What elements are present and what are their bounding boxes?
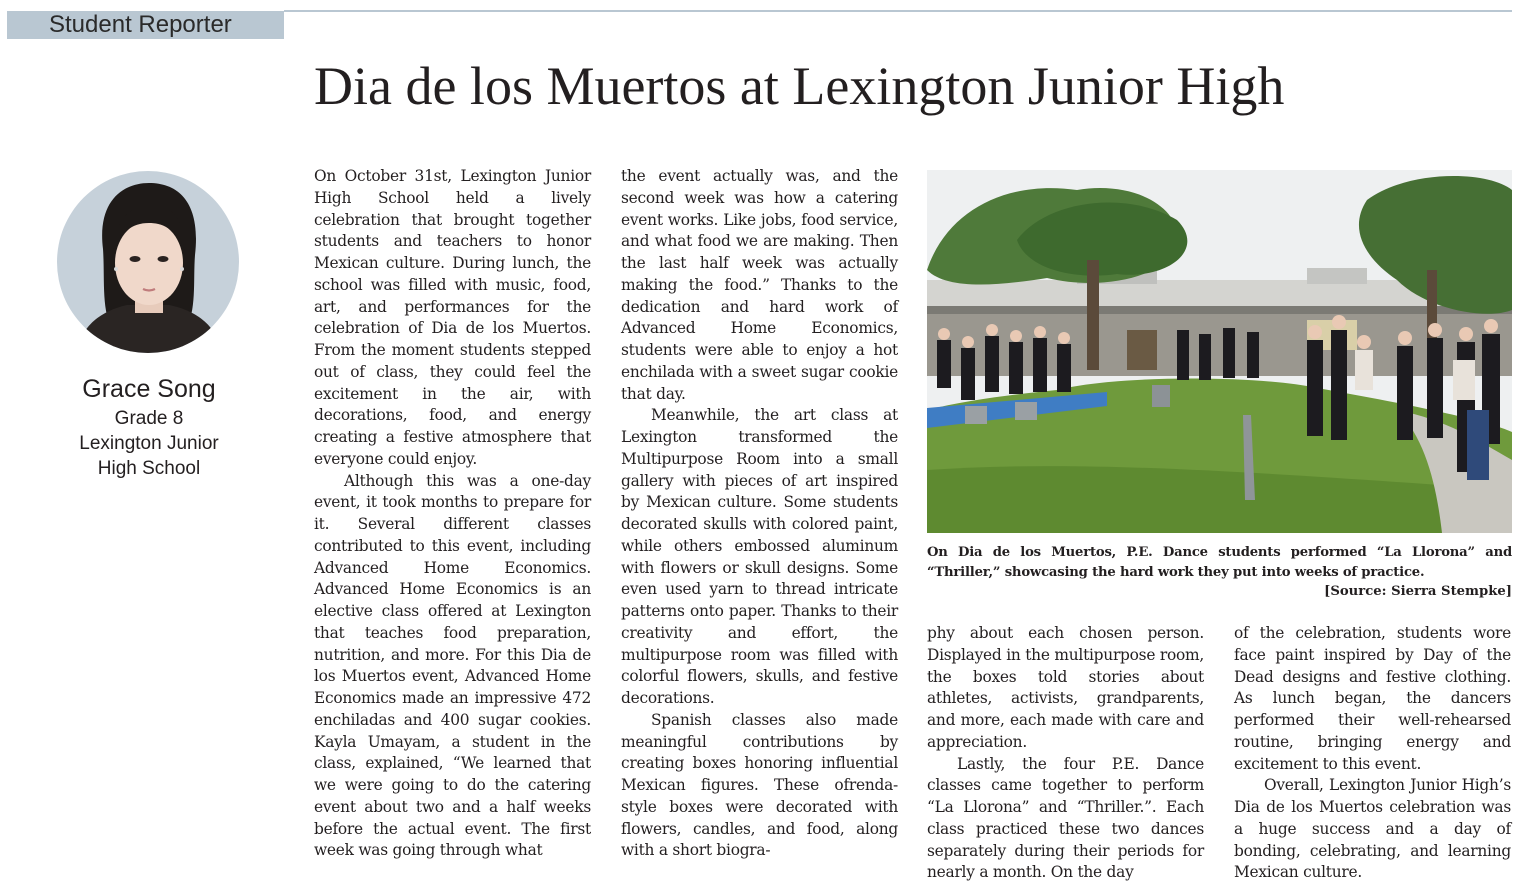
event-photo [927, 170, 1512, 533]
author-photo [57, 171, 239, 353]
headline: Dia de los Muertos at Lexington Junior High [314, 56, 1285, 116]
header-rule [284, 10, 1512, 12]
article-paragraph: Although this was a one-day event, it took months to prepare for it. Several different classes contributed to this event, including Advanced Home Economics. Advanced Home Economics is an elective class offered at Lexington that teaches food preparation, nutrition, and more. For this Dia de los Muertos event, Advanced Home Economics made an impressive 472 enchiladas and 400 sugar cookies. Kayla Umayam, a student in the class, explained, “We learned that we were going to do the catering event about two and a half weeks before the actual event. The first week was going through what [314, 471, 591, 860]
author-info [30, 372, 268, 481]
article-paragraph: Meanwhile, the art class at Lexington transformed the Multipurpose Room into a small gallery with pieces of art inspired by Mexican culture. Some students decorated skulls with colored paint, while others embossed aluminum with flowers or skull designs. Some even used yarn to thread intricate patterns onto paper. Thanks to their creativity and effort, the multipurpose room was filled with colorful flowers, skulls, and festive decorations. [621, 406, 898, 707]
article-column-3 [927, 623, 1204, 884]
author-grade: Grade 8 [114, 408, 184, 429]
article-column-4 [1234, 623, 1511, 884]
article-paragraph: of the celebration, students wore face paint inspired by Day of the Dead designs and festive clothing. As lunch began, the dancers performed their well-rehearsed routine, bringing energy and excitement to this event. [1234, 624, 1511, 773]
article-column-1 [314, 166, 591, 862]
article-paragraph: Overall, Lexington Junior High’s Dia de los Muertos celebration was a huge success and a day of bonding, celebrating, and learning Mexican culture. [1234, 776, 1511, 882]
photo-source: [Source: Sierra Stempke] [1324, 584, 1512, 599]
article-paragraph: the event actually was, and the second week was how a catering event works. Like jobs, food service, and what food we are making. Then the last half week was actually making the food.” Thanks to the dedication and hard work of Advanced Home Economics, students were able to enjoy a hot enchilada with a sweet sugar cookie that day. [621, 167, 898, 403]
author-school-line1: Lexington Junior [79, 433, 219, 454]
author-name: Grace Song [82, 375, 216, 403]
article-paragraph: Lastly, the four P.E. Dance classes came together to perform “La Llorona” and “Thriller.”. Each class practiced these two dances separately during their periods for nearly a month. On the day [927, 754, 1204, 882]
article-paragraph: On October 31st, Lexington Junior High School held a lively celebration that brought together students and teachers to honor Mexican culture. During lunch, the school was filled with music, food, art, and performances for the celebration of Dia de los Muertos. From the moment students stepped out of class, they could feel the excitement in the air, with decorations, food, and energy creating a festive atmosphere that everyone could enjoy. [314, 167, 591, 468]
author-school-line2: High School [97, 458, 201, 479]
photo-caption: On Dia de los Muertos, P.E. Dance students performed “La Llorona” and “Thriller,” showcasing the hard work they put into weeks of practice. [927, 545, 1512, 580]
section-label: Student Reporter [7, 11, 284, 39]
article-column-2 [621, 166, 898, 862]
article-paragraph: phy about each chosen person. Displayed in the multipurpose room, the boxes told stories about athletes, activists, grandparents, and more, each made with care and appreciation. [927, 624, 1204, 751]
article-paragraph: Spanish classes also made meaningful contributions by creating boxes honoring influential Mexican figures. These ofrenda-style boxes were decorated with flowers, candles, and food, along with a short biogra- [621, 710, 898, 860]
